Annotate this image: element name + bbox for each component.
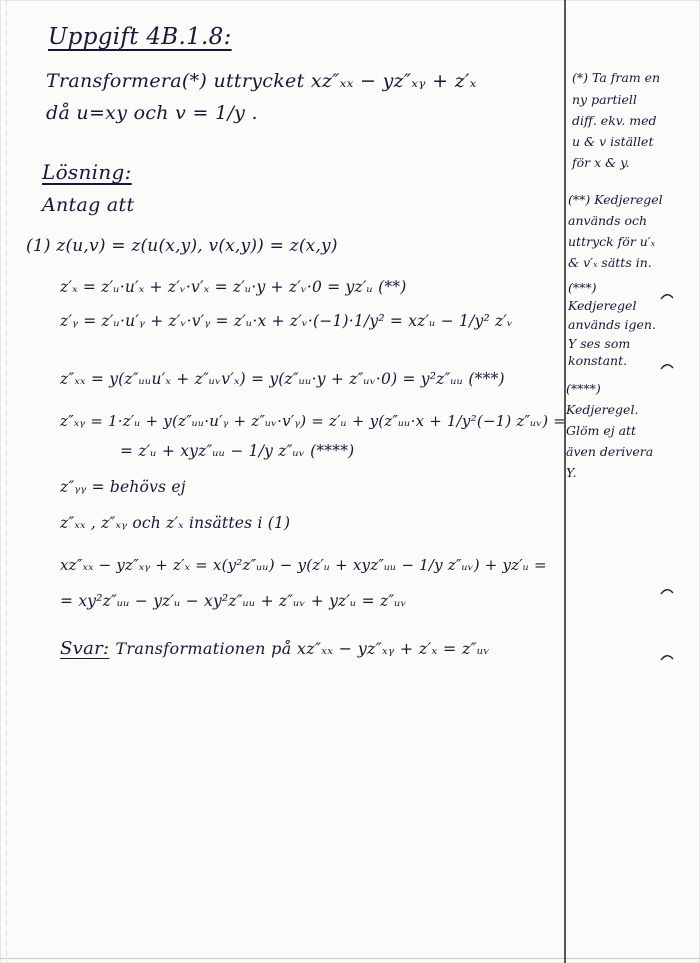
scanned-page: Uppgift 4B.1.8: Transformera(*) uttrycket xz″ₓₓ − yz″ₓᵧ + z′ₓ då u=xy och v = 1/y . Lösning: Antag att (1) z(u,v) = z(u(x,y), v(x,y)) = z(x,y) z′ₓ = z′ᵤ·u′ₓ + z′ᵥ·v′ₓ = z′ᵤ·y + z′ᵥ·0 = yz′ᵤ (**) z′ᵧ = z′ᵤ·u′ᵧ + z′ᵥ·v′ᵧ = z′ᵤ·x + z′ᵥ·(−1)·1/y² = xz′ᵤ − 1/y² z′ᵥ z″ₓₓ = y(z″ᵤᵤu′ₓ + z″ᵤᵥv′ₓ) = y(z″ᵤᵤ·y + z″ᵤᵥ·0) = y²z″ᵤᵤ (***) z″ₓᵧ = 1·z′ᵤ + y(z″ᵤᵤ·u′ᵧ + z″ᵤᵥ·v′ᵧ) = z′ᵤ + y(z″ᵤᵤ·x + 1/y²(−1) z″ᵤᵥ) = = z′ᵤ + xyz″ᵤᵤ − 1/y z″ᵤᵥ (****) z″ᵧᵧ = behövs ej z″ₓₓ , z″ₓᵧ och z′ₓ insättes i (1) xz″ₓₓ − yz″ₓᵧ + z′ₓ = x(y²z″ᵤᵤ) − y(z′ᵤ + xyz″ᵤᵤ − 1/y z″ᵤᵥ) + yz′ᵤ = = xy²z″ᵤᵤ − yz′ᵤ − xy²z″ᵤᵤ + z″ᵤᵥ + yz′ᵤ = z″ᵤᵥ Svar: Transformationen på xz″ₓₓ − yz″ₓᵧ + z′ₓ = z″ᵤᵥ (*) Ta fram en ny partiell diff. ekv. med u & v istället för x & y. (**) Kedjeregel används och uttryck för u′ₓ & v′ₓ sätts in. (***) Kedjeregel används igen. Y ses som konstant. (****) Kedjeregel. Glöm ej att även derivera Y. xyxy=(0,0,700,963)
margin-line xyxy=(564,0,566,963)
equation-line-5: z″ₓᵧ = 1·z′ᵤ + y(z″ᵤᵤ·u′ᵧ + z″ᵤᵥ·v′ᵧ) = z′ᵤ + y(z″ᵤᵤ·x + 1/y²(−1) z″ᵤᵥ) = xyxy=(60,412,567,430)
page-left-edge xyxy=(6,0,7,963)
page-bottom-edge xyxy=(0,958,700,959)
answer-label: Svar: xyxy=(60,638,110,659)
equation-line-8: z″ₓₓ , z″ₓᵧ och z′ₓ insättes i (1) xyxy=(60,514,291,532)
solution-heading: Lösning: xyxy=(42,160,132,184)
equation-line-4: z″ₓₓ = y(z″ᵤᵤu′ₓ + z″ᵤᵥv′ₓ) = y(z″ᵤᵤ·y + z″ᵤᵥ·0) = y²z″ᵤᵤ (***) xyxy=(60,370,505,388)
task-line-1: Transformera(*) uttrycket xz″ₓₓ − yz″ₓᵧ + z′ₓ xyxy=(46,70,477,92)
equation-line-2: z′ₓ = z′ᵤ·u′ₓ + z′ᵥ·v′ₓ = z′ᵤ·y + z′ᵥ·0 = yz′ᵤ (**) xyxy=(60,278,407,296)
solution-intro: Antag att xyxy=(42,194,135,216)
equation-line-10: = xy²z″ᵤᵤ − yz′ᵤ − xy²z″ᵤᵤ + z″ᵤᵥ + yz′ᵤ = z″ᵤᵥ xyxy=(60,592,407,610)
equation-line-6: = z′ᵤ + xyz″ᵤᵤ − 1/y z″ᵤᵥ (****) xyxy=(120,442,355,460)
equation-line-7: z″ᵧᵧ = behövs ej xyxy=(60,478,186,496)
margin-mark-icon xyxy=(660,587,674,595)
equation-line-1: (1) z(u,v) = z(u(x,y), v(x,y)) = z(x,y) xyxy=(26,236,338,256)
margin-mark-icon xyxy=(660,362,674,370)
task-line-2: då u=xy och v = 1/y . xyxy=(46,102,258,124)
equation-line-9: xz″ₓₓ − yz″ₓᵧ + z′ₓ = x(y²z″ᵤᵤ) − y(z′ᵤ + xyz″ᵤᵤ − 1/y z″ᵤᵥ) + yz′ᵤ = xyxy=(60,556,547,574)
margin-mark-icon xyxy=(660,653,674,661)
equation-line-3: z′ᵧ = z′ᵤ·u′ᵧ + z′ᵥ·v′ᵧ = z′ᵤ·x + z′ᵥ·(−1)·1/y² = xz′ᵤ − 1/y² z′ᵥ xyxy=(60,312,514,330)
answer-text: Transformationen på xz″ₓₓ − yz″ₓᵧ + z′ₓ = z″ᵤᵥ xyxy=(115,639,490,658)
page-title: Uppgift 4B.1.8: xyxy=(48,24,232,50)
answer-line xyxy=(60,638,490,659)
margin-mark-icon xyxy=(660,292,674,300)
